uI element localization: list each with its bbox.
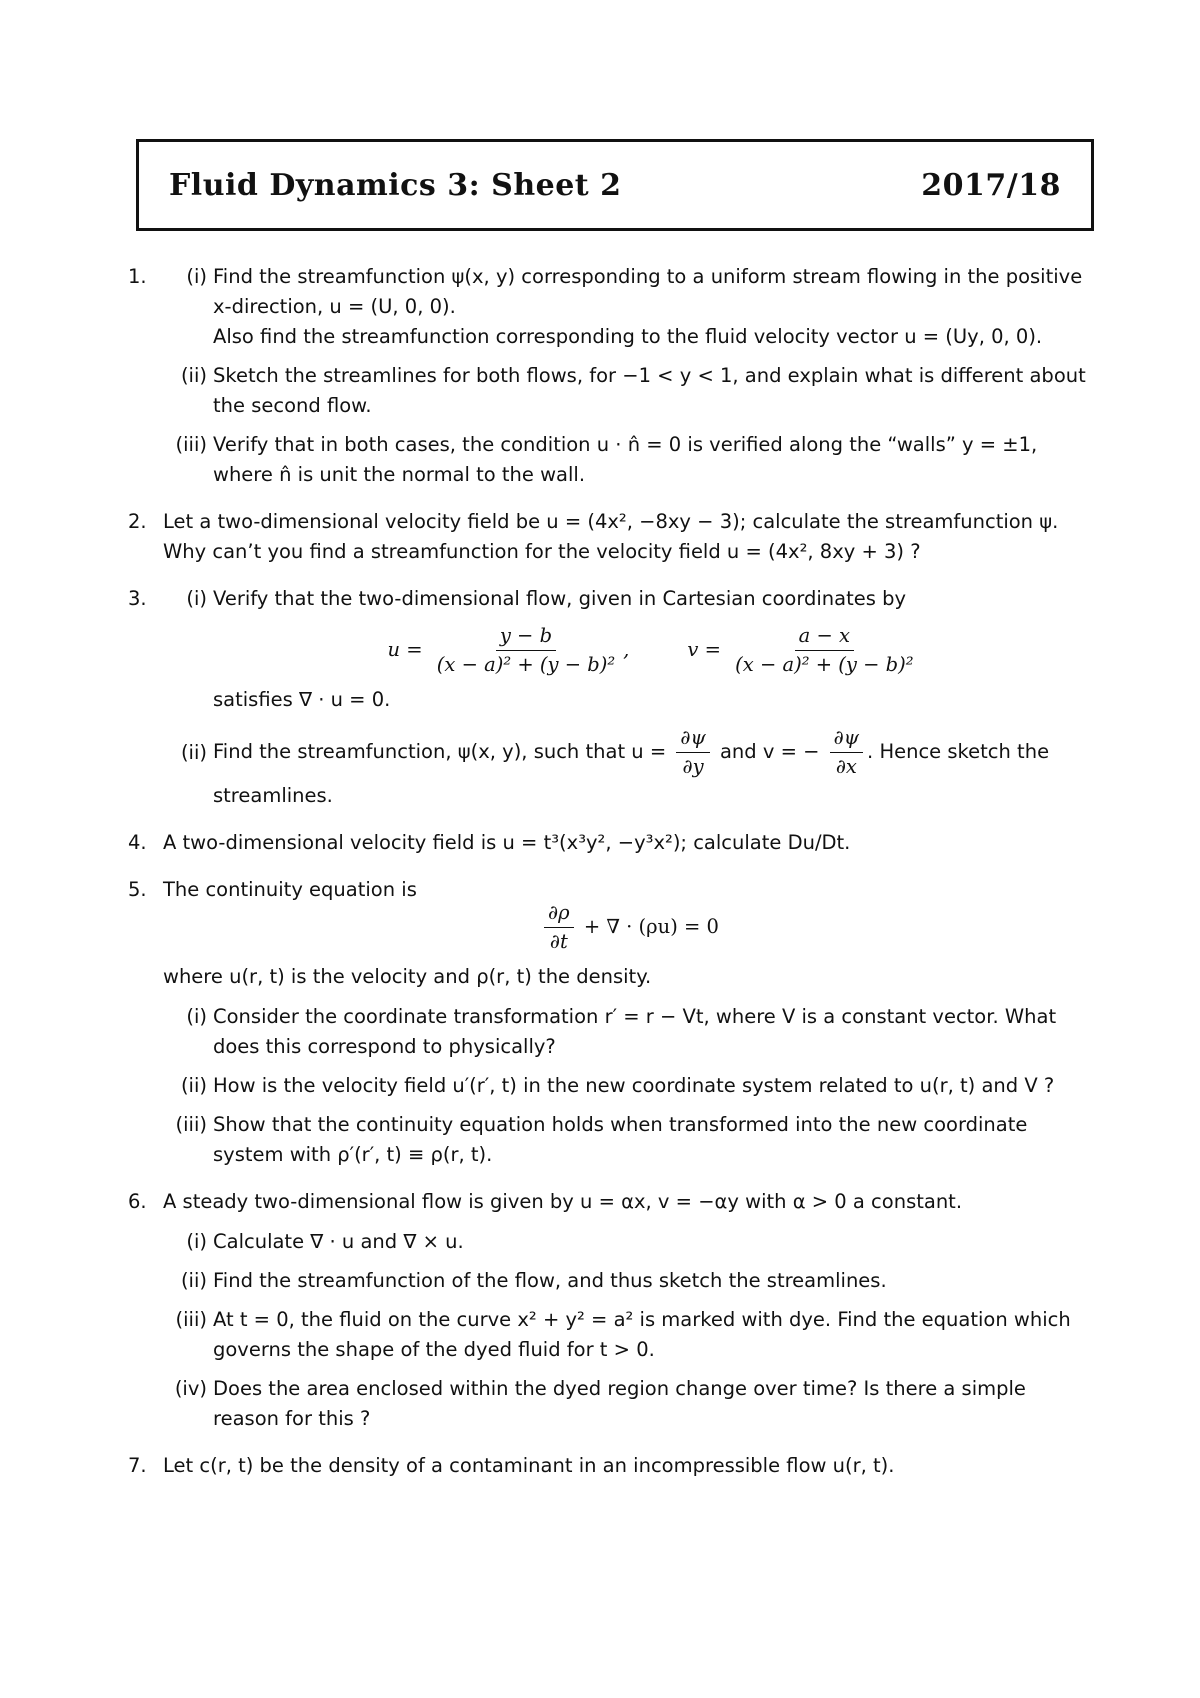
problem-1-part-iii	[163, 430, 1096, 490]
v-fraction	[731, 622, 917, 679]
u-fraction	[433, 622, 619, 679]
equation-rest: + ∇ · (ρu) = 0	[583, 915, 719, 938]
sheet-title: Fluid Dynamics 3: Sheet 2	[169, 167, 622, 203]
problem-3	[128, 584, 1096, 811]
problem-text: A steady two-dimensional flow is given by u = αx, v = −αy with α > 0 a constant.	[163, 1190, 963, 1213]
part-text: Find the streamfunction ψ(x, y) corresponding to a uniform stream flowing in the positive x-direction, u = (U, 0, 0).	[213, 265, 1083, 318]
part-text: Calculate ∇ · u and ∇ × u.	[213, 1230, 464, 1253]
title-box	[136, 139, 1094, 231]
u-lhs: u =	[387, 638, 423, 661]
part-label: (iii)	[175, 433, 207, 456]
problem-7	[128, 1451, 1096, 1481]
fraction-denominator: ∂x	[835, 755, 857, 778]
problem-5-part-ii	[163, 1071, 1096, 1101]
problem-6-part-ii	[163, 1266, 1096, 1296]
problem-text: Let c(r, t) be the density of a contaminant in an incompressible flow u(r, t).	[163, 1454, 895, 1477]
problem-text: The continuity equation is	[163, 878, 417, 901]
problem-number: 2.	[128, 510, 147, 533]
part-label: (i)	[186, 1230, 207, 1253]
dpsi-dx-fraction	[830, 724, 863, 781]
part-text: How is the velocity field u′(r′, t) in the new coordinate system related to u(r, t) and V ?	[213, 1074, 1055, 1097]
problem-text: where u(r, t) is the velocity and ρ(r, t) the density.	[163, 965, 652, 988]
problem-text: A two-dimensional velocity field is u = t³(x³y², −y³x²); calculate Du/Dt.	[163, 831, 851, 854]
u-denominator: (x − a)² + (y − b)²	[436, 653, 616, 676]
part-label: (ii)	[180, 364, 207, 387]
fraction-denominator: ∂t	[549, 930, 568, 953]
problem-text: Let a two-dimensional velocity field be u = (4x², −8xy − 3); calculate the streamfunction ψ. Why can’t you find a streamfunction for the velocity field u = (4x², 8xy + 3) ?	[163, 510, 1059, 563]
problem-4	[128, 828, 1096, 858]
part-text: Consider the coordinate transformation r′ = r − Vt, where V is a constant vector. What does this correspond to physically?	[213, 1005, 1057, 1058]
problem-5	[128, 875, 1096, 1170]
part-text: Sketch the streamlines for both flows, for −1 < y < 1, and explain what is different about the second flow.	[213, 364, 1086, 417]
problem-3-part-i	[163, 584, 1096, 715]
part-label: (iii)	[175, 1113, 207, 1136]
text-fragment: . Hence sketch the	[867, 740, 1050, 763]
dpsi-dy-fraction	[676, 724, 709, 781]
text-fragment: Find the streamfunction, ψ(x, y), such that u =	[213, 740, 667, 763]
problem-5-part-i	[163, 1002, 1096, 1062]
academic-year: 2017/18	[921, 167, 1061, 203]
part-label: (ii)	[180, 741, 207, 764]
part-label: (ii)	[180, 1269, 207, 1292]
problem-6	[128, 1187, 1096, 1434]
problem-1-part-i	[163, 262, 1096, 352]
part-label: (i)	[186, 1005, 207, 1028]
problem-number: 5.	[128, 878, 147, 901]
part-label: (ii)	[180, 1074, 207, 1097]
problem-5-part-iii	[163, 1110, 1096, 1170]
problem-6-part-iv	[163, 1374, 1096, 1434]
separator: ,	[623, 638, 630, 661]
u-numerator: y − b	[496, 622, 556, 651]
v-denominator: (x − a)² + (y − b)²	[735, 653, 914, 676]
part-text: streamlines.	[213, 784, 333, 807]
part-text: satisfies ∇ · u = 0.	[213, 688, 391, 711]
problem-1	[128, 262, 1096, 490]
part-label: (iv)	[174, 1377, 207, 1400]
part-text: Does the area enclosed within the dyed region change over time? Is there a simple reason for this ?	[213, 1377, 1026, 1430]
v-lhs: v =	[687, 638, 721, 661]
problem-3-part-ii	[163, 724, 1096, 811]
problem-6-part-iii	[163, 1305, 1096, 1365]
part-text: Also find the streamfunction corresponding to the fluid velocity vector u = (Uy, 0, 0).	[213, 325, 1043, 348]
part-text: Find the streamfunction of the flow, and thus sketch the streamlines.	[213, 1269, 887, 1292]
part-text: Verify that in both cases, the condition u · n̂ = 0 is verified along the “walls” y = ±1, where n̂ is unit the normal to the wall.	[213, 433, 1038, 486]
problem-number: 7.	[128, 1454, 147, 1477]
problem-1-part-ii	[163, 361, 1096, 421]
v-numerator: a − x	[795, 622, 854, 651]
problem-number: 3.	[128, 587, 147, 610]
part-text	[213, 724, 1096, 781]
part-label: (iii)	[175, 1308, 207, 1331]
part-label: (i)	[186, 265, 207, 288]
fraction-numerator: ∂ψ	[676, 724, 709, 753]
part-text: Show that the continuity equation holds when transformed into the new coordinate system with ρ′(r′, t) ≡ ρ(r, t).	[213, 1113, 1028, 1166]
problem-6-part-i	[163, 1227, 1096, 1257]
problem-list	[128, 262, 1096, 1498]
problem-number: 1.	[128, 265, 147, 288]
text-fragment: and v = −	[719, 740, 820, 763]
fraction-numerator: ∂ψ	[830, 724, 863, 753]
drho-dt-fraction	[544, 899, 574, 956]
velocity-equations	[213, 622, 1096, 679]
fraction-denominator: ∂y	[682, 755, 704, 778]
part-label: (i)	[186, 587, 207, 610]
problem-number: 6.	[128, 1190, 147, 1213]
u-equation	[387, 622, 629, 679]
part-text: Verify that the two-dimensional flow, given in Cartesian coordinates by	[213, 587, 907, 610]
v-equation	[687, 622, 921, 679]
problem-2	[128, 507, 1096, 567]
problem-number: 4.	[128, 831, 147, 854]
fraction-numerator: ∂ρ	[544, 899, 574, 928]
continuity-equation	[163, 899, 1096, 956]
part-text: At t = 0, the fluid on the curve x² + y² = a² is marked with dye. Find the equation which governs the shape of the dyed fluid for t > 0.	[213, 1308, 1071, 1361]
